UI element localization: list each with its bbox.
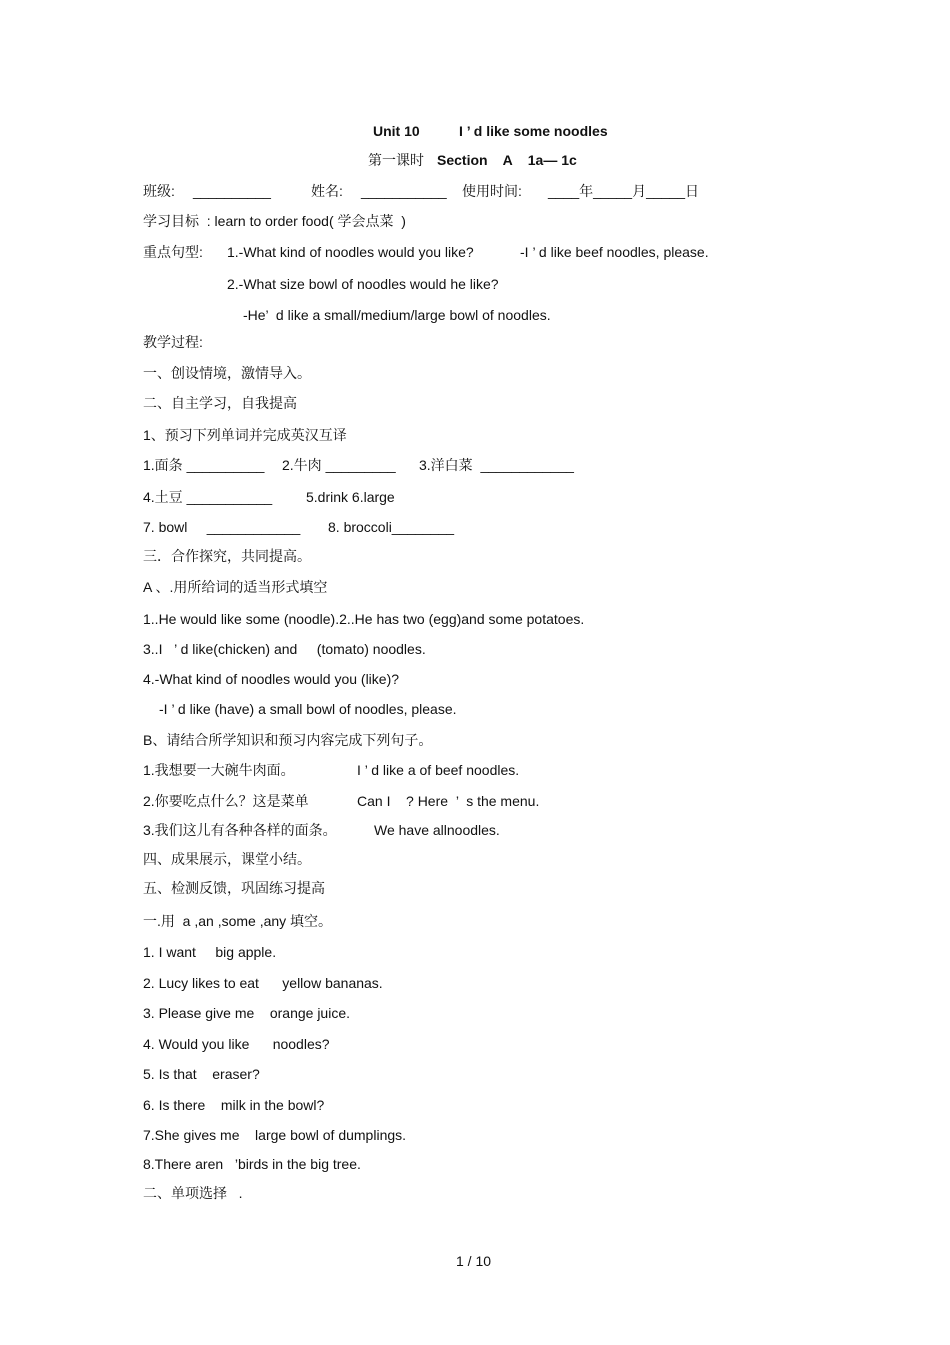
part-b-item-1-cn: 1.我想要一大碗牛肉面。 <box>143 762 295 778</box>
step-4: 四、成果展示，课堂小结。 <box>143 851 311 867</box>
class-label: 班级: <box>143 183 175 199</box>
step-3: 三．合作探究，共同提高。 <box>143 548 311 564</box>
date-blank: ____年_____月_____日 <box>548 183 700 199</box>
exercise-1-item: 7.She gives me large bowl of dumplings. <box>143 1127 407 1143</box>
step-5: 五、检测反馈，巩固练习提高 <box>143 880 325 896</box>
part-b-item-3-cn: 3.我们这儿有各种各样的面条。 <box>143 822 337 838</box>
part-a-item-3: 3..I ’ d like(chicken) and (tomato) noodles. <box>143 641 426 657</box>
key-answer-2: -He’ d like a small/medium/large bowl of noodles. <box>243 307 551 323</box>
key-question-1: 1.-What kind of noodles would you like? <box>227 244 474 260</box>
exercise-1-item: 2. Lucy likes to eat yellow bananas. <box>143 975 383 991</box>
vocab-1: 1.面条 __________ <box>143 457 265 473</box>
vocab-4: 4.土豆 ___________ <box>143 489 273 505</box>
key-sentences-label: 重点句型: <box>143 244 203 260</box>
preview-title: 1、预习下列单词并完成英汉互译 <box>143 427 347 443</box>
exercise-2-title: 二、单项选择 . <box>143 1185 243 1201</box>
vocab-3: 3.洋白菜 ____________ <box>419 457 574 473</box>
vocab-5-6: 5.drink 6.large <box>306 489 395 505</box>
vocab-7: 7. bowl ____________ <box>143 519 301 535</box>
step-2: 二、自主学习，自我提高 <box>143 395 297 411</box>
part-a-item-1-2: 1..He would like some (noodle).2..He has two (egg)and some potatoes. <box>143 611 585 627</box>
section-title: Section A 1a— 1c <box>437 152 577 168</box>
exercise-1-item: 6. Is there milk in the bowl? <box>143 1097 325 1113</box>
vocab-8: 8. broccoli________ <box>328 519 455 535</box>
step-1: 一、创设情境，激情导入。 <box>143 365 311 381</box>
vocab-2: 2.牛肉 _________ <box>282 457 396 473</box>
unit-number: Unit 10 <box>373 123 420 139</box>
key-question-2: 2.-What size bowl of noodles would he like? <box>227 276 499 292</box>
lesson-label: 第一课时 <box>368 152 424 168</box>
time-label: 使用时间: <box>462 183 522 199</box>
exercise-1-item: 3. Please give me orange juice. <box>143 1005 351 1021</box>
part-b-item-3-en: We have allnoodles. <box>374 822 500 838</box>
exercise-1-title: 一.用 a ,an ,some ,any 填空。 <box>143 913 333 929</box>
part-b-item-1-en: I ’ d like a of beef noodles. <box>357 762 520 778</box>
part-a-item-4-answer: -I ’ d like (have) a small bowl of noodles, please. <box>159 701 457 717</box>
part-b-item-2-en: Can I ? Here ’ s the menu. <box>357 793 540 809</box>
part-a-item-4: 4.-What kind of noodles would you (like)? <box>143 671 400 687</box>
unit-title: I ’ d like some noodles <box>459 123 608 139</box>
exercise-1-item: 8.There aren ’birds in the big tree. <box>143 1156 361 1172</box>
exercise-1-item: 4. Would you like noodles? <box>143 1036 330 1052</box>
class-blank: __________ <box>193 183 271 199</box>
exercise-1-item: 1. I want big apple. <box>143 944 277 960</box>
name-blank: ___________ <box>361 183 447 199</box>
exercise-1-item: 5. Is that eraser? <box>143 1066 260 1082</box>
page-number: 1 / 10 <box>456 1253 492 1269</box>
name-label: 姓名: <box>311 183 343 199</box>
key-answer-1: -I ’ d like beef noodles, please. <box>520 244 709 260</box>
part-b-item-2-cn: 2.你要吃点什么？这是菜单 <box>143 793 309 809</box>
learning-goal: 学习目标 : learn to order food( 学会点菜 ) <box>143 213 406 229</box>
part-a-title: A 、.用所给词的适当形式填空 <box>143 579 328 595</box>
process-title: 教学过程: <box>143 334 203 350</box>
part-b-title: B、请结合所学知识和预习内容完成下列句子。 <box>143 732 433 748</box>
